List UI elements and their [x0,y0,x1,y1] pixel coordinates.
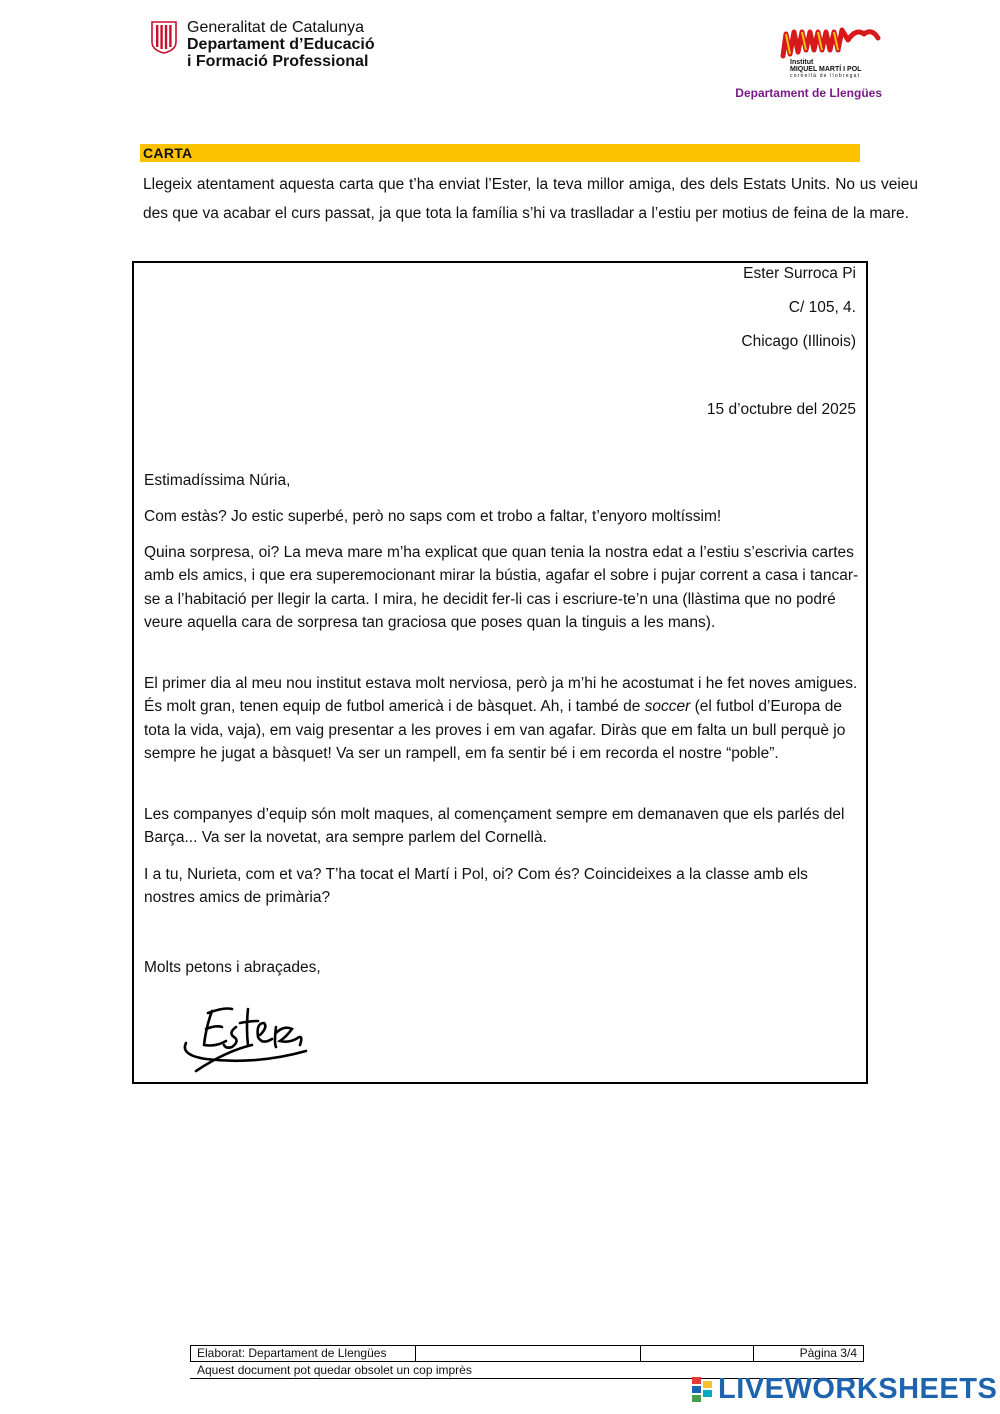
footer-cell-empty-2 [641,1346,754,1362]
footer-table [190,1345,864,1362]
letter-paragraph-1: Com estàs? Jo estic superbé, però no saps com et trobo a faltar, t’enyoro moltíssim! [144,508,722,525]
department-title: Departament d’Educació [187,36,375,53]
sender-street: C/ 105, 4. [788,299,856,316]
generalitat-logo-icon [150,20,178,54]
letter-closing: Molts petons i abraçades, [144,959,321,976]
footer-note: Aquest document pot quedar obsolet un cop imprès [190,1362,864,1379]
school-name: MIQUEL MARTÍ I POL [790,66,862,73]
letter-date: 15 d’octubre del 2025 [706,401,856,418]
school-institut-label: Institut [790,59,814,66]
footer-elaborat: Elaborat: Departament de Llengües [191,1346,416,1362]
letter-greeting: Estimadíssima Núria, [144,472,291,489]
letter-paragraph-2: Quina sorpresa, oi? La meva mare m’ha explicat que quan tenia la nostra edat a l’estiu s’escrivia cartes amb els amics, i que era superemocionant mirar la bústia, agafar el sobre i pujar corrent a casa i tancar-se a l’habitació per llegir la carta. I mira, he decidit fer-li cas i escriure-te’n una (llàstima que no podré veure aquella cara de sorpresa tan graciosa que poses quan la tinguis a les mans). [144,544,859,632]
letter-paragraph-4: Les companyes d’equip són molt maques, al començament sempre em demanaven que els parlés del Barça... Va ser la novetat, ara sempre parlem del Cornellà. [144,806,845,847]
paragraph-3-italic: soccer [644,698,691,716]
liveworksheets-brand [692,1373,997,1406]
gencat-title: Generalitat de Catalunya [187,19,364,36]
department-label: Departament de Llengües [735,86,882,100]
section-title-bar: CARTA [140,144,860,162]
liveworksheets-text: LIVEWORKSHEETS [718,1373,998,1405]
intro-paragraph: Llegeix atentament aquesta carta que t’ha enviat l’Ester, la teva millor amiga, des dels Estats Units. No us veieu des que va acabar el curs passat, ja que tota la família s’hi va traslladar a l’estiu per motius de feina de la mare. [143,176,918,222]
department-subtitle: i Formació Professional [187,53,369,70]
letter-box [132,261,868,1084]
signature-icon [176,987,316,1073]
footer-page-number: Pàgina 3/4 [754,1346,864,1362]
paragraph-3-end: (el futbol d’Europa de tota la vida, vaja), em vaig presentar a les proves i em van agafar. Diràs que em falta un bull perquè jo sempre he jugat a bàsquet! Va ser un rampell, em fa sentir bé i em recorda el nostre “poble”. [144,698,846,763]
school-town: cornellà de llobregat [790,73,861,79]
sender-city: Chicago (Illinois) [741,333,856,350]
liveworksheets-logo-icon [692,1377,714,1403]
sender-name: Ester Surroca Pi [743,265,856,282]
paragraph-3-start: El primer dia al meu nou institut estava molt nerviosa, però ja m’hi he acostumat i he fet noves amigues. És molt gran, tenen equip de futbol americà i de bàsquet. Ah, i també de [144,675,858,716]
letter-paragraph-3 [144,672,860,766]
letter-paragraph-5: I a tu, Nurieta, com et va? T’ha tocat el Martí i Pol, oi? Com és? Coincideixes a la classe amb els nostres amics de primària? [144,866,808,907]
footer-cell-empty-1 [416,1346,641,1362]
gencat-header [150,19,375,70]
